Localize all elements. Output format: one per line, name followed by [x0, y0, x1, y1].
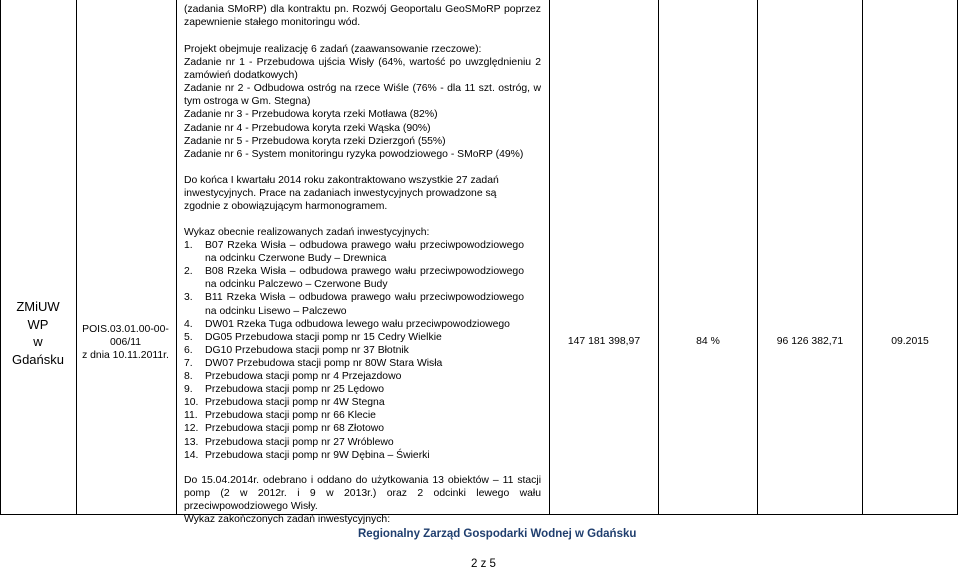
grid-line-v2 — [176, 0, 177, 515]
list-item — [184, 383, 524, 396]
grid-line-v3 — [549, 0, 550, 515]
value-2-cell: 96 126 382,71 — [776, 336, 844, 347]
list-item — [184, 357, 524, 370]
item-number: 14. — [184, 449, 199, 461]
item-text: Przebudowa stacji pomp nr 4W Stegna — [205, 397, 385, 409]
item-number: 10. — [184, 397, 199, 409]
item-text: Przebudowa stacji pomp nr 27 Wróblewo — [205, 436, 394, 448]
list-item — [184, 331, 524, 344]
project-task-4: Zadanie nr 4 - Przebudowa koryta rzeki Wąska (90%) — [184, 122, 431, 134]
item-text: Przebudowa stacji pomp nr 4 Przejazdowo — [205, 371, 402, 383]
item-number: 8. — [184, 371, 193, 383]
list-item — [184, 344, 524, 357]
project-task-3: Zadanie nr 3 - Przebudowa koryta rzeki Motława (82%) — [184, 109, 438, 121]
list-item — [184, 239, 524, 265]
contract-line: z dnia 10.11.2011r. — [82, 350, 169, 362]
current-tasks-list — [184, 239, 524, 462]
project-task-5: Zadanie nr 5 - Przebudowa koryta rzeki Dzierzgoń (55%) — [184, 135, 446, 147]
contract-number-cell — [78, 323, 173, 362]
list-item — [184, 436, 524, 449]
organization-cell — [0, 298, 76, 368]
project-task-6: Zadanie nr 6 - System monitoringu ryzyka powodziowego - SMoRP (49%) — [184, 148, 524, 160]
list-item — [184, 370, 524, 383]
item-number: 6. — [184, 344, 193, 356]
list-item — [184, 396, 524, 409]
top-text: (zadania SMoRP) dla kontraktu pn. Rozwój Geoportalu GeoSMoRP poprzez zapewnienie stałego monitoringu wód. — [184, 4, 541, 29]
org-line: w — [33, 334, 43, 349]
project-task-1: Zadanie nr 1 - Przebudowa ujścia Wisły (64%, wartość po uwzględnieniu 2 zamówień dodatkowych) — [184, 57, 541, 82]
percent-cell: 84 % — [696, 336, 720, 347]
item-text: DW01 Rzeka Tuga odbudowa lewego wału przeciwpowodziowego — [205, 318, 510, 330]
list-item — [184, 449, 524, 462]
current-tasks-block — [184, 226, 524, 462]
item-text: DW07 Przebudowa stacji pomp nr 80W Stara Wisła — [205, 357, 443, 369]
completed-block — [184, 474, 541, 526]
item-text: Przebudowa stacji pomp nr 9W Dębina – Świerki — [205, 449, 430, 461]
total-value-cell: 147 181 398,97 — [567, 336, 641, 347]
contract-line: POIS.03.01.00-00- — [82, 324, 169, 335]
item-text: Przebudowa stacji pomp nr 68 Złotowo — [205, 423, 385, 435]
item-number: 2. — [184, 266, 193, 278]
current-tasks-heading: Wykaz obecnie realizowanych zadań inwestycyjnych: — [184, 227, 430, 238]
list-item — [184, 409, 524, 422]
page-number: 2 z 5 — [471, 558, 496, 570]
item-number: 4. — [184, 318, 193, 330]
grid-line-v7 — [957, 0, 958, 515]
completed-note: Do 15.04.2014r. odebrano i oddano do użytkowania 13 obiektów – 11 stacji pomp (2 w 2012r. i 9 w 2013r.) oraz 2 odcinki lewego wału przeciwpowodziowego Wisły. — [184, 475, 541, 513]
item-number: 9. — [184, 384, 193, 396]
item-text: DG05 Przebudowa stacji pomp nr 15 Cedry Wielkie — [205, 331, 442, 343]
list-item — [184, 422, 524, 435]
grid-line-v5 — [757, 0, 758, 515]
item-text: B11 Rzeka Wisła – odbudowa prawego wału przeciwpowodziowego na odcinku Lisewo – Palczewo — [205, 292, 524, 317]
project-task-2: Zadanie nr 2 - Odbudowa ostróg na rzece Wiśle (76% - dla 11 szt. ostróg, w tym ostroga w Gm. Stegna) — [184, 83, 541, 108]
grid-line-v1 — [76, 0, 77, 515]
grid-line-v6 — [862, 0, 863, 515]
item-text: B08 Rzeka Wisła – odbudowa prawego wału przeciwpowodziowego na odcinku Palczewo – Czerwone Budy — [205, 266, 524, 291]
contract-note: Do końca I kwartału 2014 roku zakontraktowano wszystkie 27 zadań inwestycyjnych. Prace na zadaniach inwestycyjnych prowadzone są zgodnie z obowiązującym harmonogramem. — [184, 175, 499, 213]
item-number: 12. — [184, 423, 199, 435]
contract-line: 006/11 — [109, 337, 141, 349]
completed-heading: Wykaz zakończonych zadań inwestycyjnych: — [184, 514, 391, 526]
grid-line-v4 — [658, 0, 659, 515]
item-number: 5. — [184, 331, 193, 343]
org-line: Gdańsku — [11, 351, 65, 367]
item-number: 3. — [184, 292, 193, 304]
item-text: Przebudowa stacji pomp nr 25 Lędowo — [205, 384, 385, 396]
item-text: Przebudowa stacji pomp nr 66 Klecie — [205, 410, 376, 422]
org-line: ZMiUW — [16, 299, 60, 314]
list-item — [184, 291, 524, 317]
grid-line-v0 — [0, 0, 1, 515]
item-number: 1. — [184, 240, 193, 252]
item-number: 7. — [184, 357, 193, 369]
item-text: DG10 Przebudowa stacji pomp nr 37 Błotnik — [205, 344, 409, 356]
list-item — [184, 318, 524, 331]
item-number: 11. — [184, 410, 198, 422]
list-item — [184, 265, 524, 291]
project-intro: Projekt obejmuje realizację 6 zadań (zaawansowanie rzeczowe): — [184, 44, 482, 55]
project-block — [184, 43, 541, 161]
date-cell: 09.2015 — [891, 336, 929, 347]
footer-organization: Regionalny Zarząd Gospodarki Wodnej w Gdańsku — [358, 528, 637, 540]
item-text: B07 Rzeka Wisła – odbudowa prawego wału przeciwpowodziowego na odcinku Czerwone Budy – Drewnica — [205, 240, 524, 265]
org-line: WP — [27, 316, 49, 332]
item-number: 13. — [184, 436, 199, 448]
